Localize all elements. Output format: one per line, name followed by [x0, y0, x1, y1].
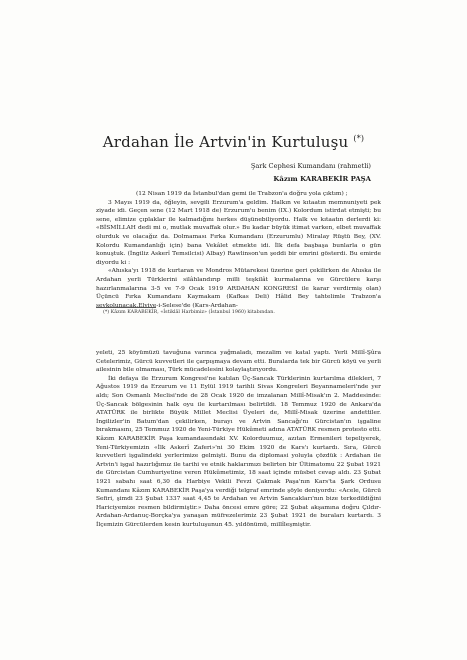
paragraph: 3 Mayıs 1919 da, öğleyin, sevgili Erzurum'a geldim. Halkın ve kıtaatın memnuniyeti pek ziyade idi. Geçen sene (12 Mart 1918 de) Erzurum'u benim (IX.) Kolordum istirdat etmişti; bu sene, elimize çıplaklar ile kalmadığını herkes düşünebiliyordu. Halk ve kıtaatın derlerdi ki: «BİSMİLLAH dedi mi o, mutlak muvaffak olur.» Bu kadar büyük itimat varken, elbet muvaffak olurduk ve olacağız da. Dolmaması Fırka Kumandanı (Erzurumlu) Miralay Rüştü Bey, (XV. Kolordu Kumandanlığı için) bana Vekâlet etmekte idi. İlk defa başbaşa bunlarla o gün konuştuk. (İngiliz Askerî Temsilcisi) Albay) Rawlinson'un şeddi bir emrini gösterdi. Bu emirde diyordu ki : [96, 199, 381, 266]
title-text: Ardahan İle Artvin'in Kurtuluşu [102, 133, 349, 151]
page-title [0, 133, 467, 151]
paragraph: yeleti, 25 köyümüzü tavuğuna varınca yağmaladı, mezalim ve katal yaptı. Yerli Millî-Şûra Cetelerimiz, Gürcü kuvvetleri ile çarpışmaya devam etti. Buralarda tek bir Gürcü köyü ve yerli ailesinin bile olmaması, Türk mücadelesini kolaylaştırıyordu. [96, 350, 381, 374]
paragraph: (12 Nisan 1919 da İstanbul'dan gemi ile Trabzon'a doğru yola çıktım) ; [136, 191, 348, 197]
paragraph: İki defaya ile Erzurum Kongresi'ne katılan Üç-Sancak Türklerinin kurtarılma dilekleri, 7 Ağustos 1919 da Erzurum ve 11 Eylül 1919 tarihli Sivas Kongreleri Beyannameleri'nde yer aldı; Son Osmanlı Meclisi'nde de 28 Ocak 1920 de imzalanan Millî-Misak'ın 2. Maddesinde: Üç-Sancak bölgesinin halk oyu ile kurtarılması belirtildi. 18 Temmuz 1920 de Ankara'da ATATÜRK ile birlikte Büyük Millet Meclisi Üyeleri de, Millî-Misak üzerine andettiler. İngilizler'in Batum'dan çekilirken, burayı ve Artvin Sancağı'nı Gürcistan'ın işgaline bırakmasını, 25 Temmuz 1920 de Yeni-Türkiye Hükûmeti adına ATATÜRK resmen protesto etti. Kâzım KARABEKİR Paşa kumandasındaki XV. Kolorduumuz, azıtan Ermenileri tepeliyerek, Yeni-Türkiyemizin «İlk Askerî Zaferi»'ni 30 Ekim 1920 de Kars'ı kurtardı. Sıra, Gürcü kuvvetleri işgalindeki yerlerimize gelmişti. Bunu da diplomasi yoluyla çözdük : Ardahan ile Artvin'i işgal hazırlığımız ile tarihi ve etnik haklarımızı belirten bir Ültimatomu 22 Şubat 1921 de Gürcistan Cumhuriyetine veren Hükûmetimiz, 18 saat içinde müsbet cevap aldı. 23 Şubat 1921 sabahı saat 6,30 da Harbiye Vekili Fevzi Çakmak Paşa'nın Kars'ta Şark Ordusu Kumandanı Kâzım KARABEKİR Paşa'ya verdiği telgraf emrinde şöyle deniyordu: «Acele, Gürcü Sefiri, şimdi 23 Şubat 1337 saat 4,45 te Ardahan ve Artvin Sancakları'nın bize terkedildiğini Hariciyemize resmen bildirmiştir.» Daha öncesi emre göre; 22 Şubat akşamına doğru Çıldır-Ardahan-Ardanuç-Borçka'ya yanaşan müfrezelerimiz 23 Şubat 1921 de buraları kurtardı. 3 İlçemizin Gürcülerden kesin kurtuluşunun 45. yıldönümü, millîleşmiştir. [96, 375, 381, 528]
footnote-divider [96, 307, 156, 308]
paragraph: «Ahıska'yı 1918 de kurtaran ve Mondros Mütarekesi üzerine geri çekilirken de Ahıska ile Ardahan yerli Türklerini silâhlandırıp milli teşkilât kurmalarına ve Gürcülere karşı hazırlanmalarına 3-5 ve 7-9 Ocak 1919 ARDAHAN KONGRESİ ile karar verdirmiş olan) Üçüncü Fırka Kumandanı Kaymakam (Kafkas Deli) Hâlid Bey tahtelimle Trabzon'a sevkolunacak.Elviye-i-Selese'de (Kars-Ardahan- [96, 268, 381, 309]
author-role: Şark Cephesi Kumandanı (rahmetli) [250, 162, 371, 170]
title-footnote-mark: (*) [353, 134, 365, 143]
author-name: Kâzım KARABEKİR PAŞA [273, 175, 371, 183]
body-text-bottom [96, 349, 381, 529]
body-text-top [96, 190, 381, 310]
footnote: (*) Kâzım KARABEKİR, «İstiklâl Harbimiz» (İstanbul 1960) kitabından. [103, 310, 275, 315]
